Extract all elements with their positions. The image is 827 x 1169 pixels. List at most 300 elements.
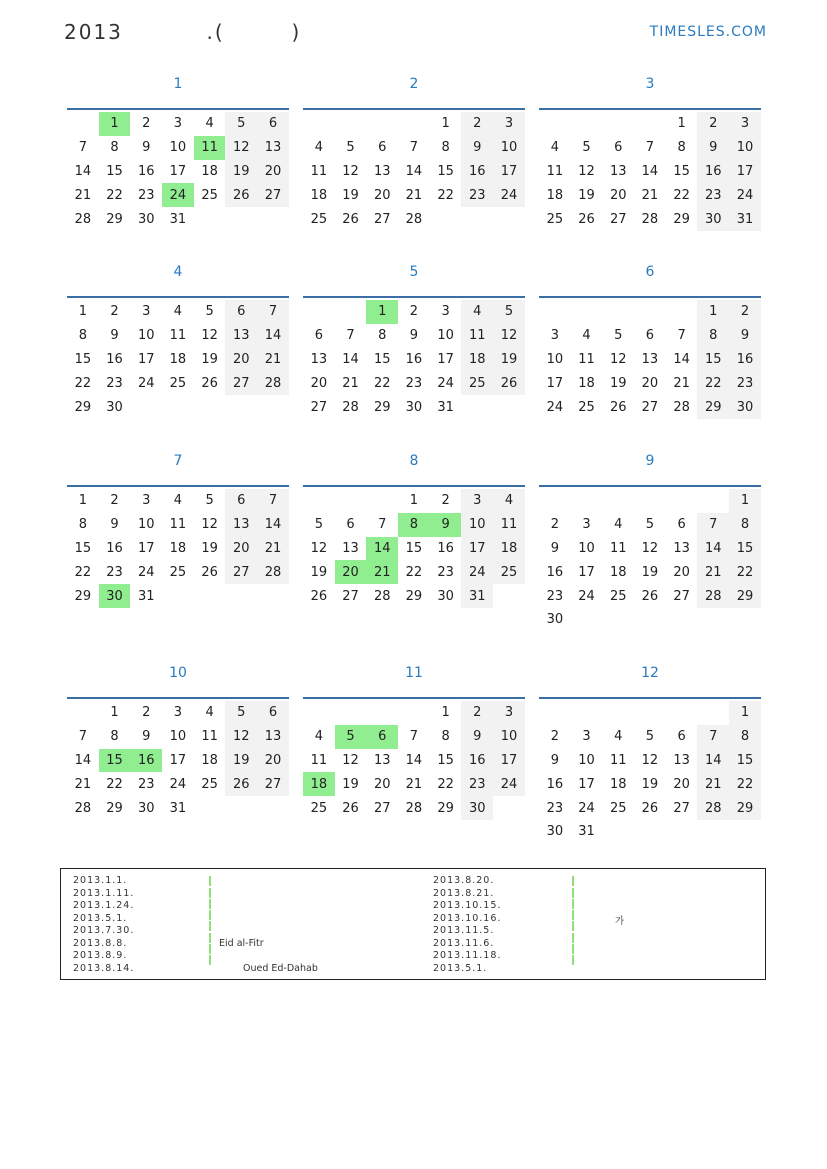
day-cell[interactable]: 17: [578, 776, 595, 792]
day-cell[interactable]: 27: [225, 560, 257, 584]
day-cell[interactable]: 6: [366, 725, 398, 749]
day-cell[interactable]: 26: [493, 371, 525, 395]
day-cell[interactable]: 5: [205, 304, 214, 320]
day-cell[interactable]: 1: [99, 112, 131, 136]
day-cell[interactable]: 6: [314, 328, 323, 344]
day-cell[interactable]: 25: [609, 588, 627, 604]
day-cell[interactable]: 4: [582, 328, 591, 344]
day-cell[interactable]: 2: [729, 300, 761, 324]
day-cell[interactable]: 13: [257, 725, 289, 749]
day-cell[interactable]: 14: [74, 163, 92, 179]
day-cell[interactable]: 17: [137, 540, 155, 556]
day-cell[interactable]: 14: [257, 324, 289, 348]
day-cell[interactable]: 19: [342, 187, 359, 203]
day-cell[interactable]: 19: [201, 540, 218, 556]
day-cell[interactable]: 30: [106, 399, 123, 415]
day-cell[interactable]: 27: [641, 399, 659, 415]
day-cell[interactable]: 21: [257, 348, 289, 372]
day-cell[interactable]: 10: [493, 725, 525, 749]
day-cell[interactable]: 17: [493, 749, 525, 773]
day-cell[interactable]: 27: [257, 772, 289, 796]
day-cell[interactable]: 22: [697, 371, 729, 395]
day-cell[interactable]: 9: [409, 328, 419, 344]
day-cell[interactable]: 3: [461, 489, 493, 513]
day-cell[interactable]: 6: [346, 517, 355, 533]
day-cell[interactable]: 7: [257, 300, 289, 324]
day-cell[interactable]: 23: [546, 588, 564, 604]
day-cell[interactable]: 22: [74, 375, 92, 391]
day-cell[interactable]: 13: [225, 513, 257, 537]
day-cell[interactable]: 24: [493, 183, 525, 207]
day-cell[interactable]: 9: [110, 517, 119, 533]
day-cell[interactable]: 17: [493, 160, 525, 184]
day-cell[interactable]: 8: [729, 725, 761, 749]
day-cell[interactable]: 3: [493, 112, 525, 136]
day-cell[interactable]: 16: [546, 564, 564, 580]
day-cell[interactable]: 5: [335, 725, 367, 749]
day-cell[interactable]: 21: [641, 187, 659, 203]
day-cell[interactable]: 1: [78, 304, 87, 320]
day-cell[interactable]: 23: [106, 375, 123, 391]
day-cell[interactable]: 4: [173, 304, 183, 320]
day-cell[interactable]: 29: [106, 800, 123, 816]
day-cell[interactable]: 11: [194, 136, 226, 160]
day-cell[interactable]: 13: [342, 540, 359, 556]
day-cell[interactable]: 27: [609, 211, 627, 227]
day-cell[interactable]: 29: [697, 395, 729, 419]
day-cell[interactable]: 8: [729, 513, 761, 537]
day-cell[interactable]: 3: [582, 517, 591, 533]
day-cell[interactable]: 3: [173, 116, 183, 132]
day-cell[interactable]: 3: [493, 701, 525, 725]
day-cell[interactable]: 26: [342, 211, 359, 227]
day-cell[interactable]: 16: [729, 348, 761, 372]
day-cell[interactable]: 11: [201, 729, 218, 745]
day-cell[interactable]: 15: [74, 351, 92, 367]
day-cell[interactable]: 22: [729, 560, 761, 584]
day-cell[interactable]: 17: [546, 375, 564, 391]
day-cell[interactable]: 25: [546, 211, 564, 227]
day-cell[interactable]: 15: [405, 540, 423, 556]
day-cell[interactable]: 6: [225, 300, 257, 324]
day-cell[interactable]: 11: [310, 163, 328, 179]
day-cell[interactable]: 2: [461, 701, 493, 725]
day-cell[interactable]: 29: [729, 584, 761, 608]
day-cell[interactable]: 19: [609, 375, 627, 391]
day-cell[interactable]: 21: [697, 560, 729, 584]
day-cell[interactable]: 19: [225, 160, 257, 184]
day-cell[interactable]: 13: [609, 163, 627, 179]
day-cell[interactable]: 29: [106, 211, 123, 227]
day-cell[interactable]: 9: [430, 513, 462, 537]
day-cell[interactable]: 14: [74, 752, 92, 768]
day-cell[interactable]: 12: [201, 328, 218, 344]
day-cell[interactable]: 2: [142, 116, 151, 132]
day-cell[interactable]: 26: [225, 183, 257, 207]
day-cell[interactable]: 29: [74, 399, 92, 415]
day-cell[interactable]: 9: [550, 540, 559, 556]
day-cell[interactable]: 7: [78, 140, 87, 156]
day-cell[interactable]: 28: [641, 211, 659, 227]
day-cell[interactable]: 17: [169, 752, 187, 768]
day-cell[interactable]: 27: [373, 800, 391, 816]
day-cell[interactable]: 12: [641, 752, 659, 768]
day-cell[interactable]: 12: [641, 540, 659, 556]
day-cell[interactable]: 15: [673, 163, 690, 179]
day-cell[interactable]: 19: [641, 564, 659, 580]
day-cell[interactable]: 3: [173, 705, 183, 721]
day-cell[interactable]: 12: [578, 163, 595, 179]
day-cell[interactable]: 1: [366, 300, 398, 324]
day-cell[interactable]: 7: [645, 140, 655, 156]
day-cell[interactable]: 24: [137, 375, 155, 391]
day-cell[interactable]: 11: [310, 752, 328, 768]
day-cell[interactable]: 3: [550, 328, 559, 344]
day-cell[interactable]: 3: [582, 729, 591, 745]
day-cell[interactable]: 16: [130, 749, 162, 773]
day-cell[interactable]: 30: [546, 824, 564, 840]
day-cell[interactable]: 22: [729, 772, 761, 796]
day-cell[interactable]: 8: [697, 324, 729, 348]
day-cell[interactable]: 30: [137, 211, 155, 227]
day-cell[interactable]: 8: [441, 140, 450, 156]
day-cell[interactable]: 19: [201, 351, 218, 367]
day-cell[interactable]: 31: [437, 399, 454, 415]
day-cell[interactable]: 6: [225, 489, 257, 513]
day-cell[interactable]: 2: [409, 304, 419, 320]
day-cell[interactable]: 23: [461, 183, 493, 207]
day-cell[interactable]: 2: [110, 304, 119, 320]
day-cell[interactable]: 12: [342, 752, 359, 768]
day-cell[interactable]: 7: [697, 513, 729, 537]
day-cell[interactable]: 3: [729, 112, 761, 136]
day-cell[interactable]: 12: [201, 517, 218, 533]
day-cell[interactable]: 9: [729, 324, 761, 348]
day-cell[interactable]: 18: [609, 564, 627, 580]
day-cell[interactable]: 2: [142, 705, 151, 721]
day-cell[interactable]: 23: [437, 564, 454, 580]
day-cell[interactable]: 1: [729, 489, 761, 513]
day-cell[interactable]: 17: [169, 163, 187, 179]
day-cell[interactable]: 5: [314, 517, 323, 533]
day-cell[interactable]: 18: [609, 776, 627, 792]
day-cell[interactable]: 21: [366, 560, 398, 584]
day-cell[interactable]: 10: [461, 513, 493, 537]
day-cell[interactable]: 5: [645, 729, 655, 745]
day-cell[interactable]: 20: [335, 560, 367, 584]
day-cell[interactable]: 19: [493, 348, 525, 372]
day-cell[interactable]: 15: [437, 752, 454, 768]
day-cell[interactable]: 12: [225, 136, 257, 160]
day-cell[interactable]: 20: [373, 776, 391, 792]
day-cell[interactable]: 31: [169, 800, 187, 816]
day-cell[interactable]: 14: [257, 513, 289, 537]
day-cell[interactable]: 12: [493, 324, 525, 348]
day-cell[interactable]: 30: [99, 584, 131, 608]
day-cell[interactable]: 20: [257, 160, 289, 184]
day-cell[interactable]: 24: [493, 772, 525, 796]
day-cell[interactable]: 15: [729, 749, 761, 773]
day-cell[interactable]: 23: [106, 564, 123, 580]
day-cell[interactable]: 13: [310, 351, 328, 367]
day-cell[interactable]: 28: [697, 796, 729, 820]
day-cell[interactable]: 14: [405, 752, 423, 768]
day-cell[interactable]: 6: [645, 328, 655, 344]
day-cell[interactable]: 28: [697, 584, 729, 608]
day-cell[interactable]: 5: [225, 701, 257, 725]
day-cell[interactable]: 5: [205, 493, 214, 509]
day-cell[interactable]: 23: [137, 187, 155, 203]
day-cell[interactable]: 11: [609, 540, 627, 556]
day-cell[interactable]: 27: [257, 183, 289, 207]
day-cell[interactable]: 17: [437, 351, 454, 367]
day-cell[interactable]: 20: [310, 375, 328, 391]
day-cell[interactable]: 21: [257, 537, 289, 561]
day-cell[interactable]: 4: [314, 140, 323, 156]
day-cell[interactable]: 27: [673, 800, 690, 816]
day-cell[interactable]: 18: [493, 537, 525, 561]
day-cell[interactable]: 25: [169, 375, 187, 391]
day-cell[interactable]: 5: [582, 140, 591, 156]
day-cell[interactable]: 24: [162, 183, 194, 207]
day-cell[interactable]: 30: [405, 399, 423, 415]
day-cell[interactable]: 7: [697, 725, 729, 749]
day-cell[interactable]: 20: [373, 187, 391, 203]
day-cell[interactable]: 7: [677, 328, 686, 344]
day-cell[interactable]: 26: [225, 772, 257, 796]
day-cell[interactable]: 10: [169, 729, 187, 745]
day-cell[interactable]: 20: [225, 537, 257, 561]
day-cell[interactable]: 11: [546, 163, 564, 179]
day-cell[interactable]: 14: [697, 749, 729, 773]
day-cell[interactable]: 10: [169, 140, 187, 156]
day-cell[interactable]: 9: [110, 328, 119, 344]
day-cell[interactable]: 8: [677, 140, 686, 156]
day-cell[interactable]: 20: [609, 187, 627, 203]
day-cell[interactable]: 20: [225, 348, 257, 372]
day-cell[interactable]: 10: [437, 328, 454, 344]
day-cell[interactable]: 2: [697, 112, 729, 136]
day-cell[interactable]: 27: [225, 371, 257, 395]
day-cell[interactable]: 21: [673, 375, 690, 391]
day-cell[interactable]: 9: [461, 136, 493, 160]
day-cell[interactable]: 31: [169, 211, 187, 227]
day-cell[interactable]: 25: [169, 564, 187, 580]
day-cell[interactable]: 29: [729, 796, 761, 820]
day-cell[interactable]: 18: [201, 752, 218, 768]
day-cell[interactable]: 13: [257, 136, 289, 160]
day-cell[interactable]: 14: [673, 351, 690, 367]
day-cell[interactable]: 2: [441, 493, 450, 509]
day-cell[interactable]: 2: [550, 517, 559, 533]
day-cell[interactable]: 30: [546, 612, 564, 628]
day-cell[interactable]: 8: [110, 140, 119, 156]
day-cell[interactable]: 11: [169, 517, 187, 533]
day-cell[interactable]: 24: [169, 776, 187, 792]
day-cell[interactable]: 7: [78, 729, 87, 745]
day-cell[interactable]: 21: [342, 375, 359, 391]
day-cell[interactable]: 7: [346, 328, 355, 344]
day-cell[interactable]: 12: [310, 540, 328, 556]
day-cell[interactable]: 29: [405, 588, 423, 604]
day-cell[interactable]: 21: [74, 187, 92, 203]
day-cell[interactable]: 28: [74, 800, 92, 816]
day-cell[interactable]: 13: [373, 163, 391, 179]
day-cell[interactable]: 30: [137, 800, 155, 816]
day-cell[interactable]: 18: [310, 187, 328, 203]
day-cell[interactable]: 28: [257, 560, 289, 584]
day-cell[interactable]: 18: [201, 163, 218, 179]
day-cell[interactable]: 12: [225, 725, 257, 749]
day-cell[interactable]: 24: [137, 564, 155, 580]
day-cell[interactable]: 14: [641, 163, 659, 179]
day-cell[interactable]: 20: [673, 776, 690, 792]
day-cell[interactable]: 29: [373, 399, 391, 415]
day-cell[interactable]: 21: [405, 187, 423, 203]
day-cell[interactable]: 8: [378, 328, 387, 344]
day-cell[interactable]: 9: [550, 752, 559, 768]
day-cell[interactable]: 20: [257, 749, 289, 773]
day-cell[interactable]: 24: [578, 800, 595, 816]
day-cell[interactable]: 23: [697, 183, 729, 207]
day-cell[interactable]: 22: [673, 187, 690, 203]
day-cell[interactable]: 19: [578, 187, 595, 203]
day-cell[interactable]: 11: [493, 513, 525, 537]
day-cell[interactable]: 16: [461, 160, 493, 184]
day-cell[interactable]: 8: [398, 513, 430, 537]
day-cell[interactable]: 25: [201, 187, 218, 203]
day-cell[interactable]: 5: [225, 112, 257, 136]
day-cell[interactable]: 23: [405, 375, 423, 391]
brand-logo-text[interactable]: TIMESLES.COM: [649, 24, 767, 40]
day-cell[interactable]: 3: [142, 304, 151, 320]
day-cell[interactable]: 8: [78, 328, 87, 344]
day-cell[interactable]: 20: [641, 375, 659, 391]
day-cell[interactable]: 4: [493, 489, 525, 513]
day-cell[interactable]: 17: [461, 537, 493, 561]
day-cell[interactable]: 16: [405, 351, 423, 367]
day-cell[interactable]: 13: [673, 752, 690, 768]
day-cell[interactable]: 8: [78, 517, 87, 533]
day-cell[interactable]: 4: [205, 116, 214, 132]
day-cell[interactable]: 15: [99, 749, 131, 773]
day-cell[interactable]: 16: [437, 540, 454, 556]
day-cell[interactable]: 4: [205, 705, 214, 721]
day-cell[interactable]: 10: [578, 540, 595, 556]
day-cell[interactable]: 7: [257, 489, 289, 513]
day-cell[interactable]: 24: [729, 183, 761, 207]
day-cell[interactable]: 28: [673, 399, 690, 415]
day-cell[interactable]: 2: [110, 493, 119, 509]
day-cell[interactable]: 4: [461, 300, 493, 324]
day-cell[interactable]: 14: [366, 537, 398, 561]
day-cell[interactable]: 13: [225, 324, 257, 348]
day-cell[interactable]: 25: [493, 560, 525, 584]
day-cell[interactable]: 12: [609, 351, 627, 367]
day-cell[interactable]: 24: [578, 588, 595, 604]
day-cell[interactable]: 9: [697, 136, 729, 160]
day-cell[interactable]: 6: [378, 140, 387, 156]
day-cell[interactable]: 5: [645, 517, 655, 533]
day-cell[interactable]: 1: [729, 701, 761, 725]
day-cell[interactable]: 28: [257, 371, 289, 395]
day-cell[interactable]: 16: [546, 776, 564, 792]
day-cell[interactable]: 6: [257, 701, 289, 725]
day-cell[interactable]: 14: [405, 163, 423, 179]
day-cell[interactable]: 23: [546, 800, 564, 816]
day-cell[interactable]: 19: [641, 776, 659, 792]
day-cell[interactable]: 16: [106, 540, 123, 556]
day-cell[interactable]: 10: [729, 136, 761, 160]
day-cell[interactable]: 26: [609, 399, 627, 415]
day-cell[interactable]: 20: [673, 564, 690, 580]
day-cell[interactable]: 24: [437, 375, 454, 391]
day-cell[interactable]: 22: [437, 776, 454, 792]
day-cell[interactable]: 26: [578, 211, 595, 227]
day-cell[interactable]: 10: [137, 328, 155, 344]
day-cell[interactable]: 16: [697, 160, 729, 184]
day-cell[interactable]: 7: [378, 517, 387, 533]
day-cell[interactable]: 28: [373, 588, 391, 604]
day-cell[interactable]: 25: [201, 776, 218, 792]
day-cell[interactable]: 17: [729, 160, 761, 184]
day-cell[interactable]: 10: [546, 351, 564, 367]
day-cell[interactable]: 24: [461, 560, 493, 584]
day-cell[interactable]: 1: [677, 116, 686, 132]
day-cell[interactable]: 4: [614, 729, 623, 745]
day-cell[interactable]: 6: [677, 729, 686, 745]
day-cell[interactable]: 26: [641, 800, 659, 816]
day-cell[interactable]: 28: [74, 211, 92, 227]
day-cell[interactable]: 18: [169, 540, 187, 556]
day-cell[interactable]: 31: [461, 584, 493, 608]
day-cell[interactable]: 22: [373, 375, 391, 391]
day-cell[interactable]: 27: [310, 399, 328, 415]
day-cell[interactable]: 30: [461, 796, 493, 820]
day-cell[interactable]: 13: [673, 540, 690, 556]
day-cell[interactable]: 7: [409, 729, 419, 745]
day-cell[interactable]: 21: [697, 772, 729, 796]
day-cell[interactable]: 3: [142, 493, 151, 509]
day-cell[interactable]: 25: [310, 211, 328, 227]
day-cell[interactable]: 28: [405, 800, 423, 816]
day-cell[interactable]: 15: [437, 163, 454, 179]
day-cell[interactable]: 25: [609, 800, 627, 816]
day-cell[interactable]: 25: [461, 371, 493, 395]
day-cell[interactable]: 4: [314, 729, 323, 745]
day-cell[interactable]: 13: [373, 752, 391, 768]
day-cell[interactable]: 26: [201, 564, 218, 580]
day-cell[interactable]: 18: [303, 772, 335, 796]
day-cell[interactable]: 8: [110, 729, 119, 745]
day-cell[interactable]: 11: [609, 752, 627, 768]
day-cell[interactable]: 16: [461, 749, 493, 773]
day-cell[interactable]: 30: [697, 207, 729, 231]
day-cell[interactable]: 19: [310, 564, 328, 580]
day-cell[interactable]: 11: [461, 324, 493, 348]
day-cell[interactable]: 26: [641, 588, 659, 604]
day-cell[interactable]: 1: [441, 116, 450, 132]
day-cell[interactable]: 25: [578, 399, 595, 415]
day-cell[interactable]: 23: [461, 772, 493, 796]
day-cell[interactable]: 16: [137, 163, 155, 179]
day-cell[interactable]: 23: [729, 371, 761, 395]
day-cell[interactable]: 19: [225, 749, 257, 773]
day-cell[interactable]: 15: [697, 348, 729, 372]
day-cell[interactable]: 31: [137, 588, 155, 604]
day-cell[interactable]: 13: [641, 351, 659, 367]
day-cell[interactable]: 31: [729, 207, 761, 231]
